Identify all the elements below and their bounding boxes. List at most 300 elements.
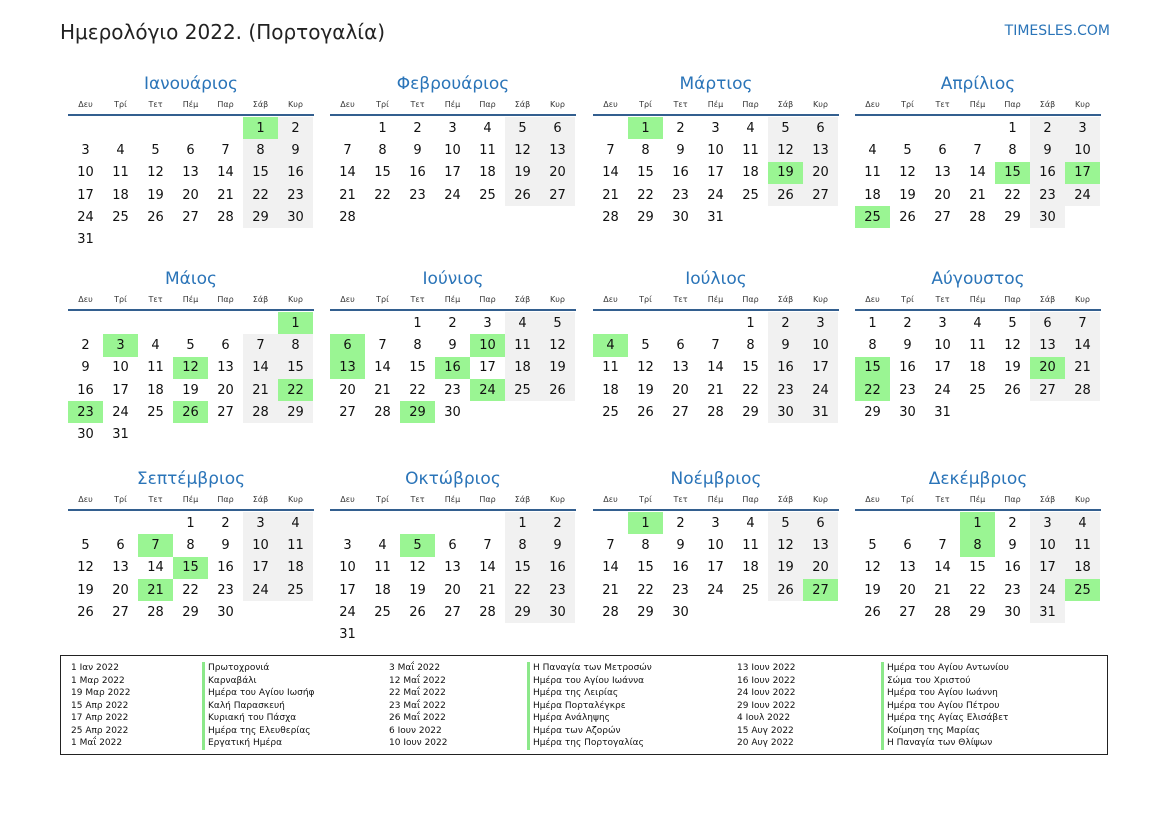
day-cell: 30	[672, 604, 689, 620]
day-cell: 17	[339, 582, 356, 598]
weekend-day-cell: 17	[243, 557, 278, 579]
weekend-day-cell: 28	[243, 401, 278, 423]
weekend-day-cell: 22	[243, 184, 278, 206]
day-cell: 28	[217, 209, 234, 225]
day-cell: 6	[221, 337, 230, 353]
weekday-label: Τετ	[410, 495, 425, 504]
weekday-label: Δευ	[78, 100, 93, 109]
weekday-label: Πέμ	[444, 295, 461, 304]
day-cell: 15	[742, 360, 759, 376]
legend-holiday-name: Ημέρα του Αγίου Ιωάννη	[881, 687, 1009, 700]
weekend-day-cell: 21	[1065, 357, 1100, 379]
weekday-label: Πέμ	[969, 495, 986, 504]
day-cell: 1	[378, 120, 387, 136]
weekend-day-cell: 3	[1030, 512, 1065, 534]
day-cell: 7	[711, 337, 720, 353]
weekend-day-cell: 14	[243, 357, 278, 379]
weekday-label: Πέμ	[707, 495, 724, 504]
month-calendar	[855, 468, 1101, 623]
weekend-day-cell: 16	[278, 162, 313, 184]
weekday-label: Τετ	[935, 100, 950, 109]
day-cell: 11	[969, 337, 986, 353]
day-cell: 25	[969, 382, 986, 398]
day-cell: 31	[339, 627, 356, 643]
day-cell: 9	[81, 360, 90, 376]
legend-date: 23 Μαΐ 2022	[389, 700, 446, 711]
weekday-label: Κυρ	[813, 295, 828, 304]
legend-holiday-name: Η Παναγία των Θλίψων	[881, 737, 1009, 750]
legend-date: 17 Απρ 2022	[71, 713, 129, 723]
legend-date: 10 Ιουν 2022	[389, 738, 448, 748]
holiday-day-cell: 27	[803, 579, 838, 601]
month-divider	[855, 114, 1101, 116]
weekend-day-cell: 9	[1030, 139, 1065, 161]
day-cell: 6	[116, 537, 125, 553]
weekend-day-cell: 24	[1030, 579, 1065, 601]
weekday-label: Δευ	[865, 100, 880, 109]
weekend-day-cell: 18	[505, 357, 540, 379]
legend-names-col3	[881, 662, 1009, 750]
day-cell: 9	[1008, 537, 1017, 553]
day-cell: 29	[969, 604, 986, 620]
weekday-label: Παρ	[479, 295, 496, 304]
legend-date: 6 Ιουν 2022	[389, 725, 442, 736]
weekend-day-cell: 2	[278, 117, 313, 139]
day-cell: 7	[606, 537, 615, 553]
day-cell: 8	[641, 142, 650, 158]
holiday-day-cell: 12	[173, 357, 208, 379]
day-cell: 19	[182, 382, 199, 398]
weekend-day-cell: 4	[505, 312, 540, 334]
day-cell: 23	[444, 382, 461, 398]
weekend-day-cell: 16	[540, 557, 575, 579]
weekday-label: Τρί	[901, 495, 914, 504]
day-cell: 14	[934, 560, 951, 576]
weekend-day-cell: 26	[505, 184, 540, 206]
day-cell: 2	[903, 315, 912, 331]
month-divider	[330, 114, 576, 116]
day-cell: 3	[343, 537, 352, 553]
day-cell: 4	[868, 142, 877, 158]
day-cell: 15	[969, 560, 986, 576]
weekday-label: Παρ	[479, 495, 496, 504]
holiday-day-cell: 21	[138, 579, 173, 601]
day-cell: 10	[707, 142, 724, 158]
legend-dates-col1	[71, 662, 131, 750]
holiday-day-cell: 15	[173, 557, 208, 579]
day-cell: 22	[969, 582, 986, 598]
day-cell: 13	[672, 360, 689, 376]
legend-date: 20 Αυγ 2022	[737, 738, 794, 748]
day-cell: 17	[707, 165, 724, 181]
day-grid	[593, 117, 839, 228]
day-cell: 4	[116, 142, 125, 158]
day-cell: 24	[707, 582, 724, 598]
weekend-day-cell: 26	[768, 184, 803, 206]
legend-date: 1 Μαρ 2022	[71, 675, 125, 686]
day-cell: 16	[217, 560, 234, 576]
weekday-label: Τετ	[148, 295, 163, 304]
day-cell: 27	[112, 604, 129, 620]
weekday-label: Κυρ	[550, 100, 565, 109]
day-cell: 15	[637, 560, 654, 576]
day-cell: 7	[606, 142, 615, 158]
day-cell: 11	[742, 537, 759, 553]
day-cell: 25	[742, 582, 759, 598]
weekday-label: Δευ	[340, 100, 355, 109]
day-cell: 6	[186, 142, 195, 158]
weekday-label: Τετ	[148, 100, 163, 109]
weekday-label: Πέμ	[707, 295, 724, 304]
day-cell: 3	[81, 142, 90, 158]
weekend-day-cell: 6	[540, 117, 575, 139]
day-cell: 24	[444, 187, 461, 203]
day-cell: 25	[374, 604, 391, 620]
day-cell: 14	[969, 165, 986, 181]
day-cell: 9	[903, 337, 912, 353]
weekend-day-cell: 13	[540, 139, 575, 161]
holiday-day-cell: 22	[855, 379, 890, 401]
day-cell: 11	[479, 142, 496, 158]
legend-date: 15 Αυγ 2022	[737, 725, 794, 736]
weekday-label: Πέμ	[707, 100, 724, 109]
weekday-label: Τετ	[673, 100, 688, 109]
weekend-day-cell: 26	[540, 379, 575, 401]
day-cell: 16	[77, 382, 94, 398]
weekday-header	[330, 97, 576, 113]
legend-holiday-name: Ημέρα της Αγίας Ελισάβετ	[881, 712, 1009, 725]
day-grid	[593, 512, 839, 623]
day-cell: 12	[409, 560, 426, 576]
month-divider	[330, 309, 576, 311]
day-cell: 21	[934, 582, 951, 598]
day-cell: 18	[969, 360, 986, 376]
legend-date: 16 Ιουν 2022	[737, 675, 796, 686]
legend-date: 19 Μαρ 2022	[71, 688, 131, 698]
holiday-day-cell: 22	[278, 379, 313, 401]
day-cell: 30	[672, 209, 689, 225]
holiday-day-cell: 16	[435, 357, 470, 379]
weekend-day-cell: 3	[243, 512, 278, 534]
weekday-label: Τετ	[935, 495, 950, 504]
site-link[interactable]: TIMESLES.COM	[1004, 23, 1110, 39]
weekend-day-cell: 30	[278, 206, 313, 228]
month-calendar	[68, 468, 314, 623]
day-cell: 28	[479, 604, 496, 620]
weekend-day-cell: 9	[540, 534, 575, 556]
weekend-day-cell: 10	[243, 534, 278, 556]
holiday-day-cell: 26	[173, 401, 208, 423]
day-cell: 19	[1004, 360, 1021, 376]
day-cell: 8	[868, 337, 877, 353]
day-cell: 4	[483, 120, 492, 136]
day-cell: 9	[413, 142, 422, 158]
day-cell: 18	[112, 187, 129, 203]
month-title: Φεβρουάριος	[396, 74, 510, 94]
day-cell: 28	[339, 209, 356, 225]
day-cell: 27	[899, 604, 916, 620]
weekend-day-cell: 26	[768, 579, 803, 601]
day-cell: 12	[147, 165, 164, 181]
day-cell: 12	[864, 560, 881, 576]
day-cell: 20	[934, 187, 951, 203]
month-title: Απρίλιος	[940, 74, 1016, 94]
day-cell: 23	[409, 187, 426, 203]
day-cell: 14	[374, 360, 391, 376]
month-calendar	[68, 73, 314, 251]
weekend-day-cell: 23	[540, 579, 575, 601]
month-divider	[593, 509, 839, 511]
day-cell: 3	[711, 515, 720, 531]
holiday-day-cell: 17	[1065, 162, 1100, 184]
day-cell: 28	[602, 209, 619, 225]
month-divider	[68, 309, 314, 311]
day-cell: 21	[217, 187, 234, 203]
day-cell: 13	[444, 560, 461, 576]
weekend-day-cell: 20	[803, 557, 838, 579]
weekday-label: Τρί	[114, 100, 127, 109]
day-grid	[855, 512, 1101, 623]
legend-date: 1 Μαΐ 2022	[71, 738, 123, 748]
day-cell: 26	[1004, 382, 1021, 398]
weekend-day-cell: 24	[1065, 184, 1100, 206]
weekday-label: Κυρ	[288, 295, 303, 304]
day-cell: 27	[672, 404, 689, 420]
day-cell: 16	[672, 165, 689, 181]
weekend-day-cell: 20	[803, 162, 838, 184]
weekend-day-cell: 4	[1065, 512, 1100, 534]
day-cell: 20	[339, 382, 356, 398]
holiday-day-cell: 25	[1065, 579, 1100, 601]
weekday-label: Κυρ	[1075, 295, 1090, 304]
day-cell: 15	[637, 165, 654, 181]
legend-date: 13 Ιουν 2022	[737, 663, 796, 673]
weekend-day-cell: 21	[243, 379, 278, 401]
month-title: Ιανουάριος	[143, 74, 239, 94]
legend-holiday-name: Ημέρα του Αγίου Ιωσήφ	[202, 687, 315, 700]
day-cell: 4	[151, 337, 160, 353]
weekend-day-cell: 12	[540, 334, 575, 356]
weekday-label: Πέμ	[969, 295, 986, 304]
weekend-day-cell: 29	[278, 401, 313, 423]
weekday-label: Παρ	[742, 295, 759, 304]
weekend-day-cell: 30	[768, 401, 803, 423]
day-grid	[330, 117, 576, 228]
day-cell: 14	[147, 560, 164, 576]
day-cell: 2	[676, 515, 685, 531]
legend-holiday-name: Ημέρα του Αγίου Ιωάννα	[527, 675, 652, 688]
legend-holiday-name: Ημέρα Πορταλέγκρε	[527, 700, 652, 713]
day-cell: 9	[448, 337, 457, 353]
weekend-day-cell: 3	[803, 312, 838, 334]
day-cell: 1	[1008, 120, 1017, 136]
holiday-day-cell: 15	[855, 357, 890, 379]
day-cell: 19	[409, 582, 426, 598]
month-divider	[593, 114, 839, 116]
day-cell: 17	[707, 560, 724, 576]
holiday-day-cell: 6	[330, 334, 365, 356]
holiday-day-cell: 20	[1030, 357, 1065, 379]
weekend-day-cell: 3	[1065, 117, 1100, 139]
weekday-label: Παρ	[1004, 495, 1021, 504]
weekday-label: Τετ	[410, 295, 425, 304]
legend-holiday-name: Σώμα του Χριστού	[881, 675, 1009, 688]
weekday-label: Σάβ	[1039, 100, 1056, 109]
day-cell: 13	[112, 560, 129, 576]
day-cell: 19	[864, 582, 881, 598]
weekday-label: Δευ	[603, 495, 618, 504]
day-cell: 14	[479, 560, 496, 576]
day-cell: 4	[973, 315, 982, 331]
legend-date: 3 Μαΐ 2022	[389, 663, 441, 673]
weekday-label: Δευ	[865, 295, 880, 304]
day-cell: 30	[1004, 604, 1021, 620]
weekday-label: Κυρ	[1075, 495, 1090, 504]
day-cell: 3	[448, 120, 457, 136]
day-cell: 11	[864, 165, 881, 181]
day-cell: 19	[899, 187, 916, 203]
day-cell: 21	[969, 187, 986, 203]
weekend-day-cell: 24	[243, 579, 278, 601]
weekend-day-cell: 29	[243, 206, 278, 228]
weekday-label: Παρ	[217, 495, 234, 504]
weekend-day-cell: 17	[803, 357, 838, 379]
legend-holiday-name: Ημέρα Ανάληψης	[527, 712, 652, 725]
holiday-day-cell: 10	[470, 334, 505, 356]
day-cell: 22	[374, 187, 391, 203]
day-cell: 7	[378, 337, 387, 353]
holiday-day-cell: 29	[400, 401, 435, 423]
weekend-day-cell: 9	[768, 334, 803, 356]
month-calendar	[68, 268, 314, 446]
weekend-day-cell: 28	[1065, 379, 1100, 401]
day-cell: 13	[217, 360, 234, 376]
day-cell: 3	[711, 120, 720, 136]
month-title: Νοέμβριος	[670, 469, 762, 489]
weekend-day-cell: 6	[803, 512, 838, 534]
month-title: Ιούνιος	[422, 269, 484, 289]
month-title: Σεπτέμβριος	[136, 469, 246, 489]
weekday-label: Πέμ	[969, 100, 986, 109]
day-cell: 2	[676, 120, 685, 136]
day-cell: 22	[1004, 187, 1021, 203]
month-divider	[855, 509, 1101, 511]
day-cell: 1	[746, 315, 755, 331]
weekend-day-cell: 2	[540, 512, 575, 534]
day-cell: 31	[77, 232, 94, 248]
weekday-label: Δευ	[78, 495, 93, 504]
day-cell: 10	[77, 165, 94, 181]
day-cell: 11	[374, 560, 391, 576]
legend-dates-col3	[737, 662, 795, 750]
day-grid	[593, 312, 839, 423]
day-cell: 5	[81, 537, 90, 553]
legend-holiday-name: Ημέρα του Αγίου Αντωνίου	[881, 662, 1009, 675]
weekday-label: Παρ	[479, 100, 496, 109]
weekday-label: Παρ	[217, 100, 234, 109]
weekend-day-cell: 23	[1030, 184, 1065, 206]
weekend-day-cell: 15	[505, 557, 540, 579]
weekend-day-cell: 19	[768, 557, 803, 579]
day-cell: 21	[602, 582, 619, 598]
day-cell: 27	[182, 209, 199, 225]
month-title: Οκτώβριος	[405, 469, 501, 489]
weekday-header	[593, 292, 839, 308]
day-cell: 16	[1004, 560, 1021, 576]
day-cell: 9	[221, 537, 230, 553]
weekend-day-cell: 16	[1030, 162, 1065, 184]
weekend-day-cell: 6	[803, 117, 838, 139]
day-cell: 25	[479, 187, 496, 203]
weekday-label: Τρί	[639, 100, 652, 109]
weekend-day-cell: 29	[505, 601, 540, 623]
weekend-day-cell: 11	[505, 334, 540, 356]
weekend-day-cell: 18	[1065, 557, 1100, 579]
legend-names-col1	[202, 662, 315, 750]
day-cell: 22	[637, 187, 654, 203]
weekday-label: Τρί	[901, 295, 914, 304]
legend-date: 22 Μαΐ 2022	[389, 688, 446, 698]
day-cell: 10	[339, 560, 356, 576]
legend-holiday-name: Κοίμηση της Μαρίας	[881, 725, 1009, 738]
holiday-legend	[60, 655, 1108, 755]
day-cell: 30	[217, 604, 234, 620]
day-cell: 5	[186, 337, 195, 353]
legend-holiday-name: Ημέρα της Ελευθερίας	[202, 725, 315, 738]
weekday-label: Σάβ	[252, 495, 269, 504]
day-cell: 20	[182, 187, 199, 203]
day-cell: 4	[746, 515, 755, 531]
weekend-day-cell: 24	[803, 379, 838, 401]
weekday-header	[330, 292, 576, 308]
weekend-day-cell: 1	[505, 512, 540, 534]
day-cell: 31	[707, 209, 724, 225]
legend-holiday-name: Ημέρα της Λειρίας	[527, 687, 652, 700]
day-cell: 16	[899, 360, 916, 376]
weekend-day-cell: 31	[1030, 601, 1065, 623]
day-cell: 31	[112, 427, 129, 443]
day-cell: 18	[742, 560, 759, 576]
day-cell: 24	[934, 382, 951, 398]
weekend-day-cell: 23	[278, 184, 313, 206]
legend-holiday-name: Η Παναγία των Μετροσών	[527, 662, 652, 675]
day-cell: 23	[1004, 582, 1021, 598]
legend-date: 29 Ιουν 2022	[737, 700, 796, 711]
day-cell: 11	[147, 360, 164, 376]
holiday-day-cell: 1	[628, 117, 663, 139]
day-cell: 17	[444, 165, 461, 181]
weekday-label: Πέμ	[444, 495, 461, 504]
weekday-label: Τρί	[376, 295, 389, 304]
day-cell: 20	[112, 582, 129, 598]
day-cell: 21	[374, 382, 391, 398]
day-cell: 28	[707, 404, 724, 420]
month-calendar	[855, 73, 1101, 228]
weekend-day-cell: 5	[768, 117, 803, 139]
holiday-day-cell: 3	[103, 334, 138, 356]
weekend-day-cell: 12	[768, 534, 803, 556]
weekend-day-cell: 9	[278, 139, 313, 161]
legend-holiday-name: Καλή Παρασκευή	[202, 700, 315, 713]
weekday-label: Κυρ	[1075, 100, 1090, 109]
day-cell: 26	[147, 209, 164, 225]
day-cell: 24	[77, 209, 94, 225]
holiday-day-cell: 1	[243, 117, 278, 139]
weekday-header	[855, 97, 1101, 113]
day-cell: 14	[217, 165, 234, 181]
weekend-day-cell: 12	[768, 139, 803, 161]
holiday-day-cell: 13	[330, 357, 365, 379]
